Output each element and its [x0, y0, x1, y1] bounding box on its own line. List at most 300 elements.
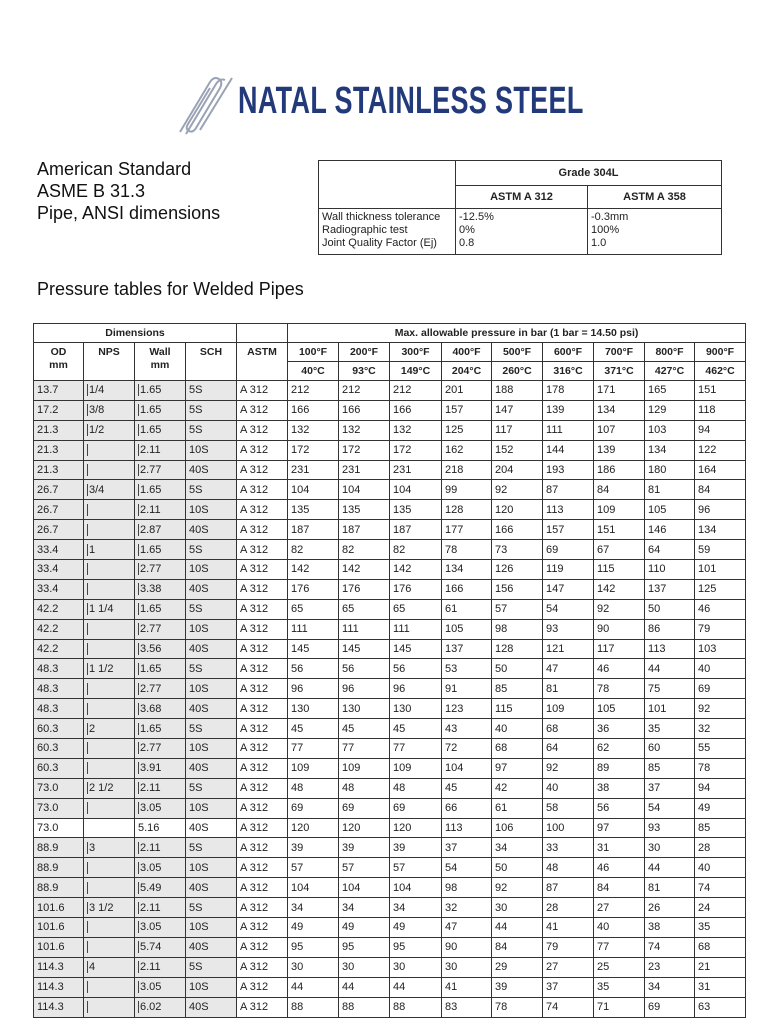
sch-cell: 40S	[186, 520, 237, 540]
pressure-value-cell: 39	[288, 838, 339, 858]
pressure-value-cell: 166	[390, 400, 442, 420]
sch-cell: 5S	[186, 540, 237, 560]
pressure-value-cell: 75	[645, 679, 695, 699]
nps-cell	[84, 699, 135, 719]
sch-cell: 5S	[186, 838, 237, 858]
cell-text	[87, 464, 92, 476]
od-header	[34, 343, 84, 381]
cell-text: 2.11	[140, 841, 161, 854]
pressure-value-cell: 68	[543, 719, 594, 739]
nps-cell	[84, 440, 135, 460]
sch-cell: 10S	[186, 440, 237, 460]
sch-cell: 40S	[186, 579, 237, 599]
pressure-value-cell: 188	[492, 381, 543, 401]
pressure-value-cell: 55	[695, 739, 746, 759]
astm-cell: A 312	[237, 937, 288, 957]
pressure-value-cell: 45	[390, 719, 442, 739]
od-cell: 17.2	[34, 400, 84, 420]
od-cell: 42.2	[34, 639, 84, 659]
pressure-value-cell: 94	[695, 778, 746, 798]
pressure-value-cell: 201	[442, 381, 492, 401]
astm-cell: A 312	[237, 918, 288, 938]
wall-cell	[135, 560, 186, 580]
pressure-value-cell: 77	[288, 739, 339, 759]
astm-cell: A 312	[237, 480, 288, 500]
table-row	[34, 619, 746, 639]
pressure-value-cell: 151	[594, 520, 645, 540]
intro-line: ASME B 31.3	[37, 181, 146, 201]
od-cell: 26.7	[34, 480, 84, 500]
sch-cell: 5S	[186, 778, 237, 798]
pressure-value-cell: 85	[492, 679, 543, 699]
pressure-value-cell: 37	[645, 778, 695, 798]
table-row	[34, 480, 746, 500]
pressure-value-cell: 44	[339, 977, 390, 997]
wall-cell	[135, 798, 186, 818]
wall-cell	[135, 440, 186, 460]
pressure-value-cell: 78	[442, 540, 492, 560]
nps-cell	[84, 778, 135, 798]
pressure-value-cell: 105	[645, 500, 695, 520]
cell-text: 3	[89, 841, 96, 854]
pressure-value-cell: 90	[594, 619, 645, 639]
cell-text: 1.65	[140, 384, 162, 397]
pressure-value-cell: 109	[288, 758, 339, 778]
temp-c-header: 93°C	[339, 362, 390, 381]
cell-text	[87, 563, 92, 575]
pressure-value-cell: 82	[288, 540, 339, 560]
astm-cell: A 312	[237, 520, 288, 540]
pressure-value-cell: 157	[543, 520, 594, 540]
pressure-value-cell: 135	[288, 500, 339, 520]
cell-text	[87, 742, 92, 754]
spec-label: Joint Quality Factor (Ej)	[322, 237, 437, 249]
pressure-value-cell: 56	[339, 659, 390, 679]
pressure-value-cell: 40	[695, 659, 746, 679]
cell-text: 1.65	[140, 404, 162, 417]
pressure-value-cell: 34	[492, 838, 543, 858]
sch-cell: 5S	[186, 599, 237, 619]
pressure-value-cell: 82	[339, 540, 390, 560]
od-cell: 13.7	[34, 381, 84, 401]
pressure-value-cell: 193	[543, 460, 594, 480]
pressure-value-cell: 74	[543, 997, 594, 1017]
astm-cell: A 312	[237, 460, 288, 480]
pressure-value-cell: 142	[288, 560, 339, 580]
table-row	[34, 977, 746, 997]
pressure-value-cell: 166	[442, 579, 492, 599]
nps-cell	[84, 739, 135, 759]
astm-cell: A 312	[237, 579, 288, 599]
pressure-value-cell: 34	[288, 898, 339, 918]
pressure-value-cell: 212	[339, 381, 390, 401]
astm-cell: A 312	[237, 639, 288, 659]
pressure-value-cell: 50	[492, 858, 543, 878]
pressure-value-cell: 176	[339, 579, 390, 599]
pressure-value-cell: 74	[645, 937, 695, 957]
od-cell: 73.0	[34, 778, 84, 798]
table-row	[34, 659, 746, 679]
pressure-value-cell: 78	[492, 997, 543, 1017]
spec-value: -12.5%	[459, 211, 494, 223]
pressure-value-cell: 96	[339, 679, 390, 699]
pressure-value-cell: 34	[390, 898, 442, 918]
pressure-value-cell: 39	[390, 838, 442, 858]
cell-text: 3.91	[140, 762, 162, 775]
wall-cell	[135, 599, 186, 619]
astm-cell: A 312	[237, 659, 288, 679]
wall-cell: 5.16	[135, 818, 186, 838]
astm-cell: A 312	[237, 560, 288, 580]
pressure-value-cell: 176	[390, 579, 442, 599]
cell-text: 1.65	[140, 662, 162, 675]
pressure-value-cell: 146	[645, 520, 695, 540]
pressure-value-cell: 45	[442, 778, 492, 798]
company-logo	[170, 70, 610, 140]
pressure-value-cell: 115	[594, 560, 645, 580]
wall-cell	[135, 918, 186, 938]
pressure-value-cell: 125	[442, 420, 492, 440]
pressure-value-cell: 47	[543, 659, 594, 679]
pressure-value-cell: 44	[288, 977, 339, 997]
wall-cell	[135, 520, 186, 540]
od-cell: 101.6	[34, 918, 84, 938]
pressure-value-cell: 44	[390, 977, 442, 997]
od-cell: 21.3	[34, 440, 84, 460]
pressure-value-cell: 72	[442, 739, 492, 759]
cell-text: 2.11	[140, 444, 161, 457]
pressure-table	[33, 323, 746, 1018]
pressure-value-cell: 61	[492, 798, 543, 818]
pressure-value-cell: 96	[390, 679, 442, 699]
pressure-value-cell: 132	[339, 420, 390, 440]
wall-cell	[135, 898, 186, 918]
table-row	[34, 440, 746, 460]
pressure-value-cell: 87	[543, 480, 594, 500]
table-row	[34, 679, 746, 699]
astm-cell: A 312	[237, 818, 288, 838]
table-row	[34, 758, 746, 778]
pressure-value-cell: 63	[695, 997, 746, 1017]
temp-f-header: 300°F	[390, 343, 442, 362]
od-cell: 114.3	[34, 977, 84, 997]
cell-text	[87, 583, 92, 595]
table-row	[34, 579, 746, 599]
pressure-value-cell: 147	[492, 400, 543, 420]
od-cell: 73.0	[34, 818, 84, 838]
pressure-value-cell: 56	[288, 659, 339, 679]
cell-text: 3/8	[89, 404, 105, 417]
wall-cell	[135, 400, 186, 420]
standard-info	[37, 158, 220, 224]
spec-label: Wall thickness tolerance	[322, 211, 441, 223]
temp-c-header: 204°C	[442, 362, 492, 381]
grade-spec-table	[318, 160, 722, 255]
pressure-value-cell: 145	[339, 639, 390, 659]
od-cell: 101.6	[34, 937, 84, 957]
table-row	[34, 540, 746, 560]
empty-header-cell	[319, 161, 456, 209]
wall-cell	[135, 619, 186, 639]
od-cell: 26.7	[34, 500, 84, 520]
cell-text	[87, 981, 92, 993]
temp-c-header: 462°C	[695, 362, 746, 381]
astm-cell: A 312	[237, 400, 288, 420]
pressure-value-cell: 105	[594, 699, 645, 719]
cell-text: 1.65	[140, 543, 162, 556]
pressure-value-cell: 69	[390, 798, 442, 818]
pressure-value-cell: 95	[390, 937, 442, 957]
intro-line: American Standard	[37, 159, 192, 179]
wall-cell	[135, 460, 186, 480]
pressure-value-cell: 69	[645, 997, 695, 1017]
spec-label: Radiographic test	[322, 224, 408, 236]
pressure-value-cell: 101	[645, 699, 695, 719]
pressure-value-cell: 110	[645, 560, 695, 580]
cell-text: 1.65	[140, 424, 162, 437]
od-cell: 48.3	[34, 659, 84, 679]
astm-a358-header: ASTM A 358	[588, 186, 722, 209]
pressure-value-cell: 166	[288, 400, 339, 420]
pressure-value-cell: 68	[695, 937, 746, 957]
wall-cell	[135, 679, 186, 699]
pressure-value-cell: 132	[390, 420, 442, 440]
wall-cell	[135, 540, 186, 560]
nps-cell	[84, 480, 135, 500]
pressure-value-cell: 28	[695, 838, 746, 858]
cell-text: 2.77	[140, 623, 162, 636]
pressure-value-cell: 31	[594, 838, 645, 858]
table-row	[34, 918, 746, 938]
table-row	[34, 778, 746, 798]
pressure-value-cell: 46	[695, 599, 746, 619]
pressure-value-cell: 50	[645, 599, 695, 619]
pressure-value-cell: 81	[645, 878, 695, 898]
pressure-value-cell: 113	[442, 818, 492, 838]
table-row	[34, 719, 746, 739]
pressure-value-cell: 113	[645, 639, 695, 659]
wall-cell	[135, 739, 186, 759]
pressure-value-cell: 78	[695, 758, 746, 778]
astm-cell: A 312	[237, 619, 288, 639]
pressure-value-cell: 54	[645, 798, 695, 818]
pressure-value-cell: 92	[492, 878, 543, 898]
sch-cell: 5S	[186, 898, 237, 918]
pressure-value-cell: 30	[390, 957, 442, 977]
temp-c-header: 427°C	[645, 362, 695, 381]
od-cell: 60.3	[34, 758, 84, 778]
wall-cell	[135, 500, 186, 520]
pressure-value-cell: 91	[442, 679, 492, 699]
pressure-value-cell: 27	[543, 957, 594, 977]
pressure-value-cell: 122	[695, 440, 746, 460]
cell-text: 6.02	[140, 1001, 162, 1014]
sch-cell: 40S	[186, 818, 237, 838]
pressure-value-cell: 65	[390, 599, 442, 619]
pressure-value-cell: 156	[492, 579, 543, 599]
cell-text: 3.05	[140, 981, 162, 994]
pressure-value-cell: 88	[339, 997, 390, 1017]
table-row	[34, 699, 746, 719]
pressure-value-cell: 128	[442, 500, 492, 520]
pressure-value-cell: 73	[492, 540, 543, 560]
pressure-value-cell: 37	[543, 977, 594, 997]
temp-c-header: 260°C	[492, 362, 543, 381]
pressure-value-cell: 137	[645, 579, 695, 599]
cell-text: 3.05	[140, 861, 162, 874]
table-row	[34, 420, 746, 440]
sch-cell: 10S	[186, 798, 237, 818]
pressure-value-cell: 66	[442, 798, 492, 818]
table-row	[34, 599, 746, 619]
nps-cell	[84, 798, 135, 818]
sch-cell: 10S	[186, 619, 237, 639]
wall-cell	[135, 957, 186, 977]
table-row	[34, 520, 746, 540]
pressure-value-cell: 97	[594, 818, 645, 838]
pressure-value-cell: 83	[442, 997, 492, 1017]
pressure-value-cell: 172	[390, 440, 442, 460]
wall-cell	[135, 997, 186, 1017]
pressure-value-cell: 119	[543, 560, 594, 580]
pressure-value-cell: 166	[492, 520, 543, 540]
pressure-value-cell: 165	[645, 381, 695, 401]
pressure-value-cell: 98	[492, 619, 543, 639]
pressure-value-cell: 180	[645, 460, 695, 480]
wall-cell	[135, 579, 186, 599]
pressure-value-cell: 62	[594, 739, 645, 759]
pressure-value-cell: 41	[543, 918, 594, 938]
nps-cell	[84, 679, 135, 699]
sch-cell: 40S	[186, 699, 237, 719]
pressure-value-cell: 92	[543, 758, 594, 778]
cell-text	[87, 862, 92, 874]
table-row	[34, 818, 746, 838]
pressure-value-cell: 100	[543, 818, 594, 838]
company-name: NATAL STAINLESS STEEL	[238, 80, 584, 122]
pressure-value-cell: 69	[288, 798, 339, 818]
astm-cell: A 312	[237, 778, 288, 798]
nps-cell	[84, 838, 135, 858]
sch-cell: 5S	[186, 480, 237, 500]
sch-cell: 40S	[186, 997, 237, 1017]
pressure-value-cell: 68	[492, 739, 543, 759]
pressure-value-cell: 40	[492, 719, 543, 739]
pressure-value-cell: 28	[543, 898, 594, 918]
table-row	[34, 937, 746, 957]
pressure-value-cell: 48	[390, 778, 442, 798]
pressure-value-cell: 104	[288, 480, 339, 500]
pressure-value-cell: 187	[288, 520, 339, 540]
pressure-value-cell: 65	[339, 599, 390, 619]
pressure-value-cell: 30	[492, 898, 543, 918]
pressure-value-cell: 123	[442, 699, 492, 719]
pressure-value-cell: 109	[339, 758, 390, 778]
pressure-value-cell: 87	[543, 878, 594, 898]
pressure-value-cell: 126	[492, 560, 543, 580]
pressure-value-cell: 145	[390, 639, 442, 659]
pressure-value-cell: 164	[695, 460, 746, 480]
pressure-value-cell: 101	[695, 560, 746, 580]
pressure-value-cell: 145	[288, 639, 339, 659]
pressure-value-cell: 135	[390, 500, 442, 520]
pressure-value-cell: 85	[695, 818, 746, 838]
pressure-value-cell: 21	[695, 957, 746, 977]
wall-cell	[135, 758, 186, 778]
wall-cell	[135, 381, 186, 401]
pressure-value-cell: 30	[442, 957, 492, 977]
spec-value: 1.0	[591, 237, 607, 249]
pressure-value-cell: 142	[594, 579, 645, 599]
table-row	[34, 838, 746, 858]
nps-cell	[84, 937, 135, 957]
pressure-value-cell: 187	[339, 520, 390, 540]
cell-text: 2.77	[140, 742, 162, 755]
pressure-value-cell: 130	[288, 699, 339, 719]
pressure-value-cell: 109	[594, 500, 645, 520]
pressure-value-cell: 81	[543, 679, 594, 699]
sch-cell: 10S	[186, 560, 237, 580]
table-row	[34, 400, 746, 420]
temp-f-header: 400°F	[442, 343, 492, 362]
astm-cell: A 312	[237, 679, 288, 699]
sch-cell: 10S	[186, 918, 237, 938]
astm-header: ASTM	[237, 343, 288, 381]
pressure-value-cell: 166	[339, 400, 390, 420]
pressure-value-cell: 30	[339, 957, 390, 977]
table-row	[34, 460, 746, 480]
pressure-value-cell: 38	[594, 778, 645, 798]
pressure-value-cell: 64	[645, 540, 695, 560]
pressure-value-cell: 94	[695, 420, 746, 440]
cell-text: 1.65	[140, 603, 162, 616]
table-row	[34, 560, 746, 580]
pressure-value-cell: 204	[492, 460, 543, 480]
pressure-value-cell: 231	[390, 460, 442, 480]
sch-cell: 5S	[186, 719, 237, 739]
pressure-value-cell: 139	[543, 400, 594, 420]
pressure-value-cell: 49	[390, 918, 442, 938]
pressure-value-cell: 25	[594, 957, 645, 977]
pressure-value-cell: 187	[390, 520, 442, 540]
wall-cell	[135, 719, 186, 739]
temp-f-header: 900°F	[695, 343, 746, 362]
pressure-value-cell: 59	[695, 540, 746, 560]
cell-text: 5.74	[140, 941, 162, 954]
sch-cell: 10S	[186, 679, 237, 699]
wall-header	[135, 343, 186, 381]
od-cell: 33.4	[34, 560, 84, 580]
pressure-value-cell: 117	[492, 420, 543, 440]
table-row	[34, 739, 746, 759]
pressure-value-cell: 23	[645, 957, 695, 977]
temp-f-header: 600°F	[543, 343, 594, 362]
temp-f-header: 700°F	[594, 343, 645, 362]
section-title: Pressure tables for Welded Pipes	[37, 279, 304, 299]
wall-cell	[135, 858, 186, 878]
pressure-value-cell: 84	[492, 937, 543, 957]
dimensions-group-header: Dimensions	[34, 324, 237, 343]
cell-text: 2.87	[140, 523, 162, 536]
pressure-value-cell: 69	[695, 679, 746, 699]
pressure-value-cell: 39	[492, 977, 543, 997]
pressure-value-cell: 144	[543, 440, 594, 460]
pressure-value-cell: 77	[339, 739, 390, 759]
pressure-value-cell: 130	[390, 699, 442, 719]
table-row	[34, 858, 746, 878]
intro-line: Pipe, ANSI dimensions	[37, 203, 221, 223]
pressure-value-cell: 134	[594, 400, 645, 420]
